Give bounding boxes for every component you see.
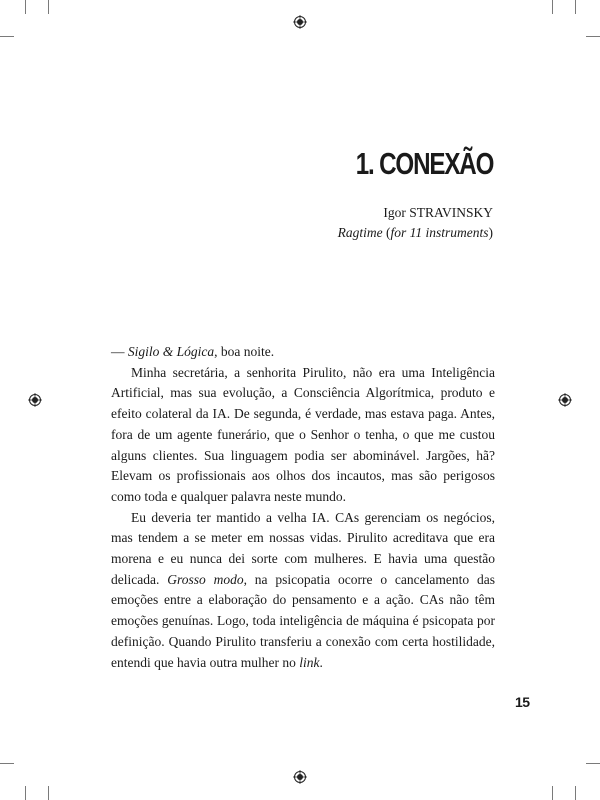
epigraph xyxy=(338,203,493,243)
registration-mark-icon xyxy=(293,770,307,784)
page-number: 15 xyxy=(515,694,530,710)
body-paragraph xyxy=(111,508,495,674)
crop-mark xyxy=(575,786,576,800)
epigraph-work-title: Ragtime xyxy=(337,225,383,240)
crop-mark xyxy=(552,0,553,14)
registration-mark-icon xyxy=(558,393,572,407)
chapter-title: 1. CONEXÃO xyxy=(355,146,493,181)
body-paragraph xyxy=(111,363,495,508)
epigraph-work-detail: for 11 instruments xyxy=(390,225,489,240)
crop-mark xyxy=(586,36,600,37)
italic-text: Sigilo & Lógica xyxy=(127,344,215,359)
epigraph-open-paren: ( xyxy=(382,225,391,240)
epigraph-work xyxy=(338,223,493,243)
epigraph-author: Igor STRAVINSKY xyxy=(383,205,493,220)
crop-mark xyxy=(0,763,14,764)
text-run: — xyxy=(111,344,128,359)
italic-text: Grosso modo xyxy=(167,571,244,587)
registration-mark-icon xyxy=(293,15,307,29)
crop-mark xyxy=(0,36,14,37)
crop-mark xyxy=(552,786,553,800)
text-run: , boa noite. xyxy=(214,344,275,359)
text-run: , na psicopatia ocorre o cancelamento das emoções entre a elaboração do pensamento e a ação. CAs não têm emoções genuínas. Logo, toda inteligência de máquina é psicopata por definição. Quando Pirulito transferiu a conexão com certa hostilidade, entendi que havia outra mulher no xyxy=(111,571,495,670)
text-run: Minha secretária, a senhorita Pirulito, não era uma Inteligência Artificial, mas sua evolução, a Consciência Algorítmica, produto e efeito colateral da IA. De segunda, é verdade, mas estava paga. Antes, fora de um agente funerário, que o Senhor o tenha, o que me custou alguns clientes. Sua linguagem podia ser abominável. Jargões, hã? Elevam os profissionais aos olhos dos incautos, mas são perigosos como toda e qualquer palavra neste mundo. xyxy=(111,364,495,504)
epigraph-close-paren: ) xyxy=(488,225,493,240)
body-text xyxy=(111,342,495,673)
text-run: Eu deveria ter mantido a velha IA. CAs gerenciam os negócios, mas tendem a se meter em nossas vidas. Pirulito acreditava que era morena e eu nunca dei sorte com mulheres. E havia uma questão delicada. xyxy=(111,509,495,587)
crop-mark xyxy=(25,0,26,14)
crop-mark xyxy=(586,763,600,764)
crop-mark xyxy=(48,786,49,800)
registration-mark-icon xyxy=(28,393,42,407)
crop-mark xyxy=(48,0,49,14)
crop-mark xyxy=(25,786,26,800)
body-paragraph xyxy=(111,342,495,363)
crop-mark xyxy=(575,0,576,14)
italic-text: link xyxy=(299,654,320,670)
text-run: . xyxy=(319,654,323,670)
